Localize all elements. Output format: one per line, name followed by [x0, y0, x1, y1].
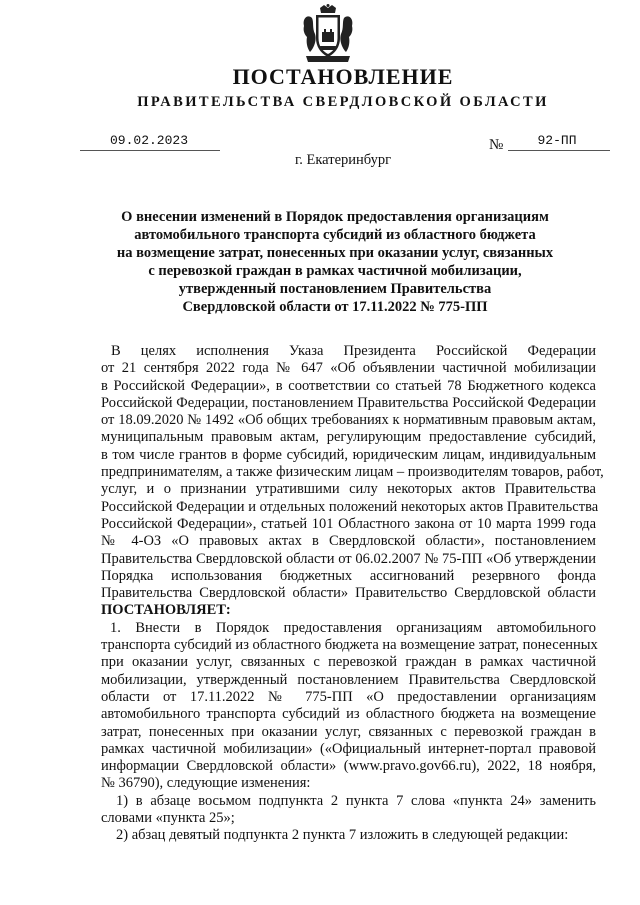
body-line: муниципальным правовым актам, регулирующим предоставление субсидий,	[101, 429, 596, 446]
body-line: от 21 сентября 2022 года № 647 «Об объявлении частичной мобилизации	[101, 360, 596, 377]
heading-line: с перевозкой граждан в рамках частичной мобилизации,	[148, 263, 522, 279]
issuing-authority: ПРАВИТЕЛЬСТВА СВЕРДЛОВСКОЙ ОБЛАСТИ	[137, 94, 549, 110]
body-line: В целях исполнения Указа Президента Российской Федерации	[111, 343, 596, 359]
body-line: области от 17.11.2022 № 775-ПП «О предоставлении организациям	[101, 688, 596, 705]
document-heading	[80, 208, 590, 316]
body-line: предпринимателям, а также физическим лицам – производителям товаров, работ,	[101, 464, 604, 481]
body-line: при оказании услуг, связанных с перевозкой граждан в рамках частичной	[101, 654, 596, 671]
date-underline	[80, 150, 220, 151]
document-date: 09.02.2023	[109, 133, 188, 148]
body-line: 2) абзац девятый подпункта 2 пункта 7 изложить в следующей редакции:	[116, 827, 569, 844]
body-line: рамках частичной мобилизации» («Официальный интернет-портал правовой	[101, 740, 596, 757]
body-line: Российской Федерации», статьей 101 Областного закона от 10 марта 1999 года	[101, 515, 596, 532]
body-line: услуг, и о признании утратившими силу некоторых актов Правительства	[101, 481, 596, 498]
document-number: 92-ПП	[537, 133, 577, 148]
heading-line: автомобильного транспорта субсидий из областного бюджета	[134, 227, 536, 243]
body-line: 1) в абзаце восьмом подпункта 2 пункта 7 слова «пункта 24» заменить	[116, 792, 596, 809]
body-line: мобилизации, утвержденный постановлением Правительства Свердловской	[101, 671, 596, 688]
body-line: 1. Внести в Порядок предоставления организациям автомобильного	[110, 619, 596, 636]
heading-line: Свердловской области от 17.11.2022 № 775-ПП	[182, 299, 488, 315]
body-line: Российской Федерации, постановлением Правительства Российской Федерации	[101, 394, 596, 411]
body-line: словами «пункта 25»;	[101, 810, 235, 827]
body-line: Российской Федерации и отдельных положений некоторых актов Правительства	[101, 498, 599, 515]
body-line: Правительства Свердловской области от 06.02.2007 № 75-ПП «Об утверждении	[101, 550, 596, 567]
heading-line: О внесении изменений в Порядок предоставления организациям	[121, 209, 549, 225]
body-line: затрат, понесенных при оказании услуг, связанных с перевозкой граждан в	[101, 723, 596, 740]
body-line: Правительства Свердловской области» Правительство Свердловской области	[101, 585, 596, 602]
document-title: ПОСТАНОВЛЕНИЕ	[232, 64, 454, 89]
body-line: Порядка использования бюджетных ассигнований резервного фонда	[101, 567, 596, 584]
coat-of-arms-icon	[298, 4, 358, 66]
body-line: транспорта субсидий из областного бюджета на возмещение затрат, понесенных	[101, 637, 598, 654]
body-line: № 4-ОЗ «О правовых актах в Свердловской области», постановлением	[101, 533, 596, 550]
number-sign: №	[489, 137, 504, 153]
body-line: от 18.09.2020 № 1492 «Об общих требованиях к нормативным правовым актам,	[101, 412, 596, 429]
city-label: г. Екатеринбург	[294, 152, 392, 168]
body-line: в Российской Федерации», в соответствии со статьей 78 Бюджетного кодекса	[101, 377, 596, 394]
body-line: № 36790), следующие изменения:	[101, 775, 311, 792]
number-underline	[508, 150, 610, 151]
document-body	[101, 343, 604, 845]
heading-line: утвержденный постановлением Правительства	[178, 281, 492, 297]
heading-line: на возмещение затрат, понесенных при оказании услуг, связанных	[116, 245, 554, 261]
body-line: автомобильного транспорта субсидий из областного бюджета на возмещение	[101, 706, 596, 723]
body-line: в том числе грантов в форме субсидий, юридическим лицам, индивидуальным	[101, 446, 596, 463]
body-line: информации Свердловской области» (www.pravo.gov66.ru), 2022, 18 ноября,	[101, 758, 596, 775]
resolution-keyword: ПОСТАНОВЛЯЕТ:	[101, 602, 231, 619]
